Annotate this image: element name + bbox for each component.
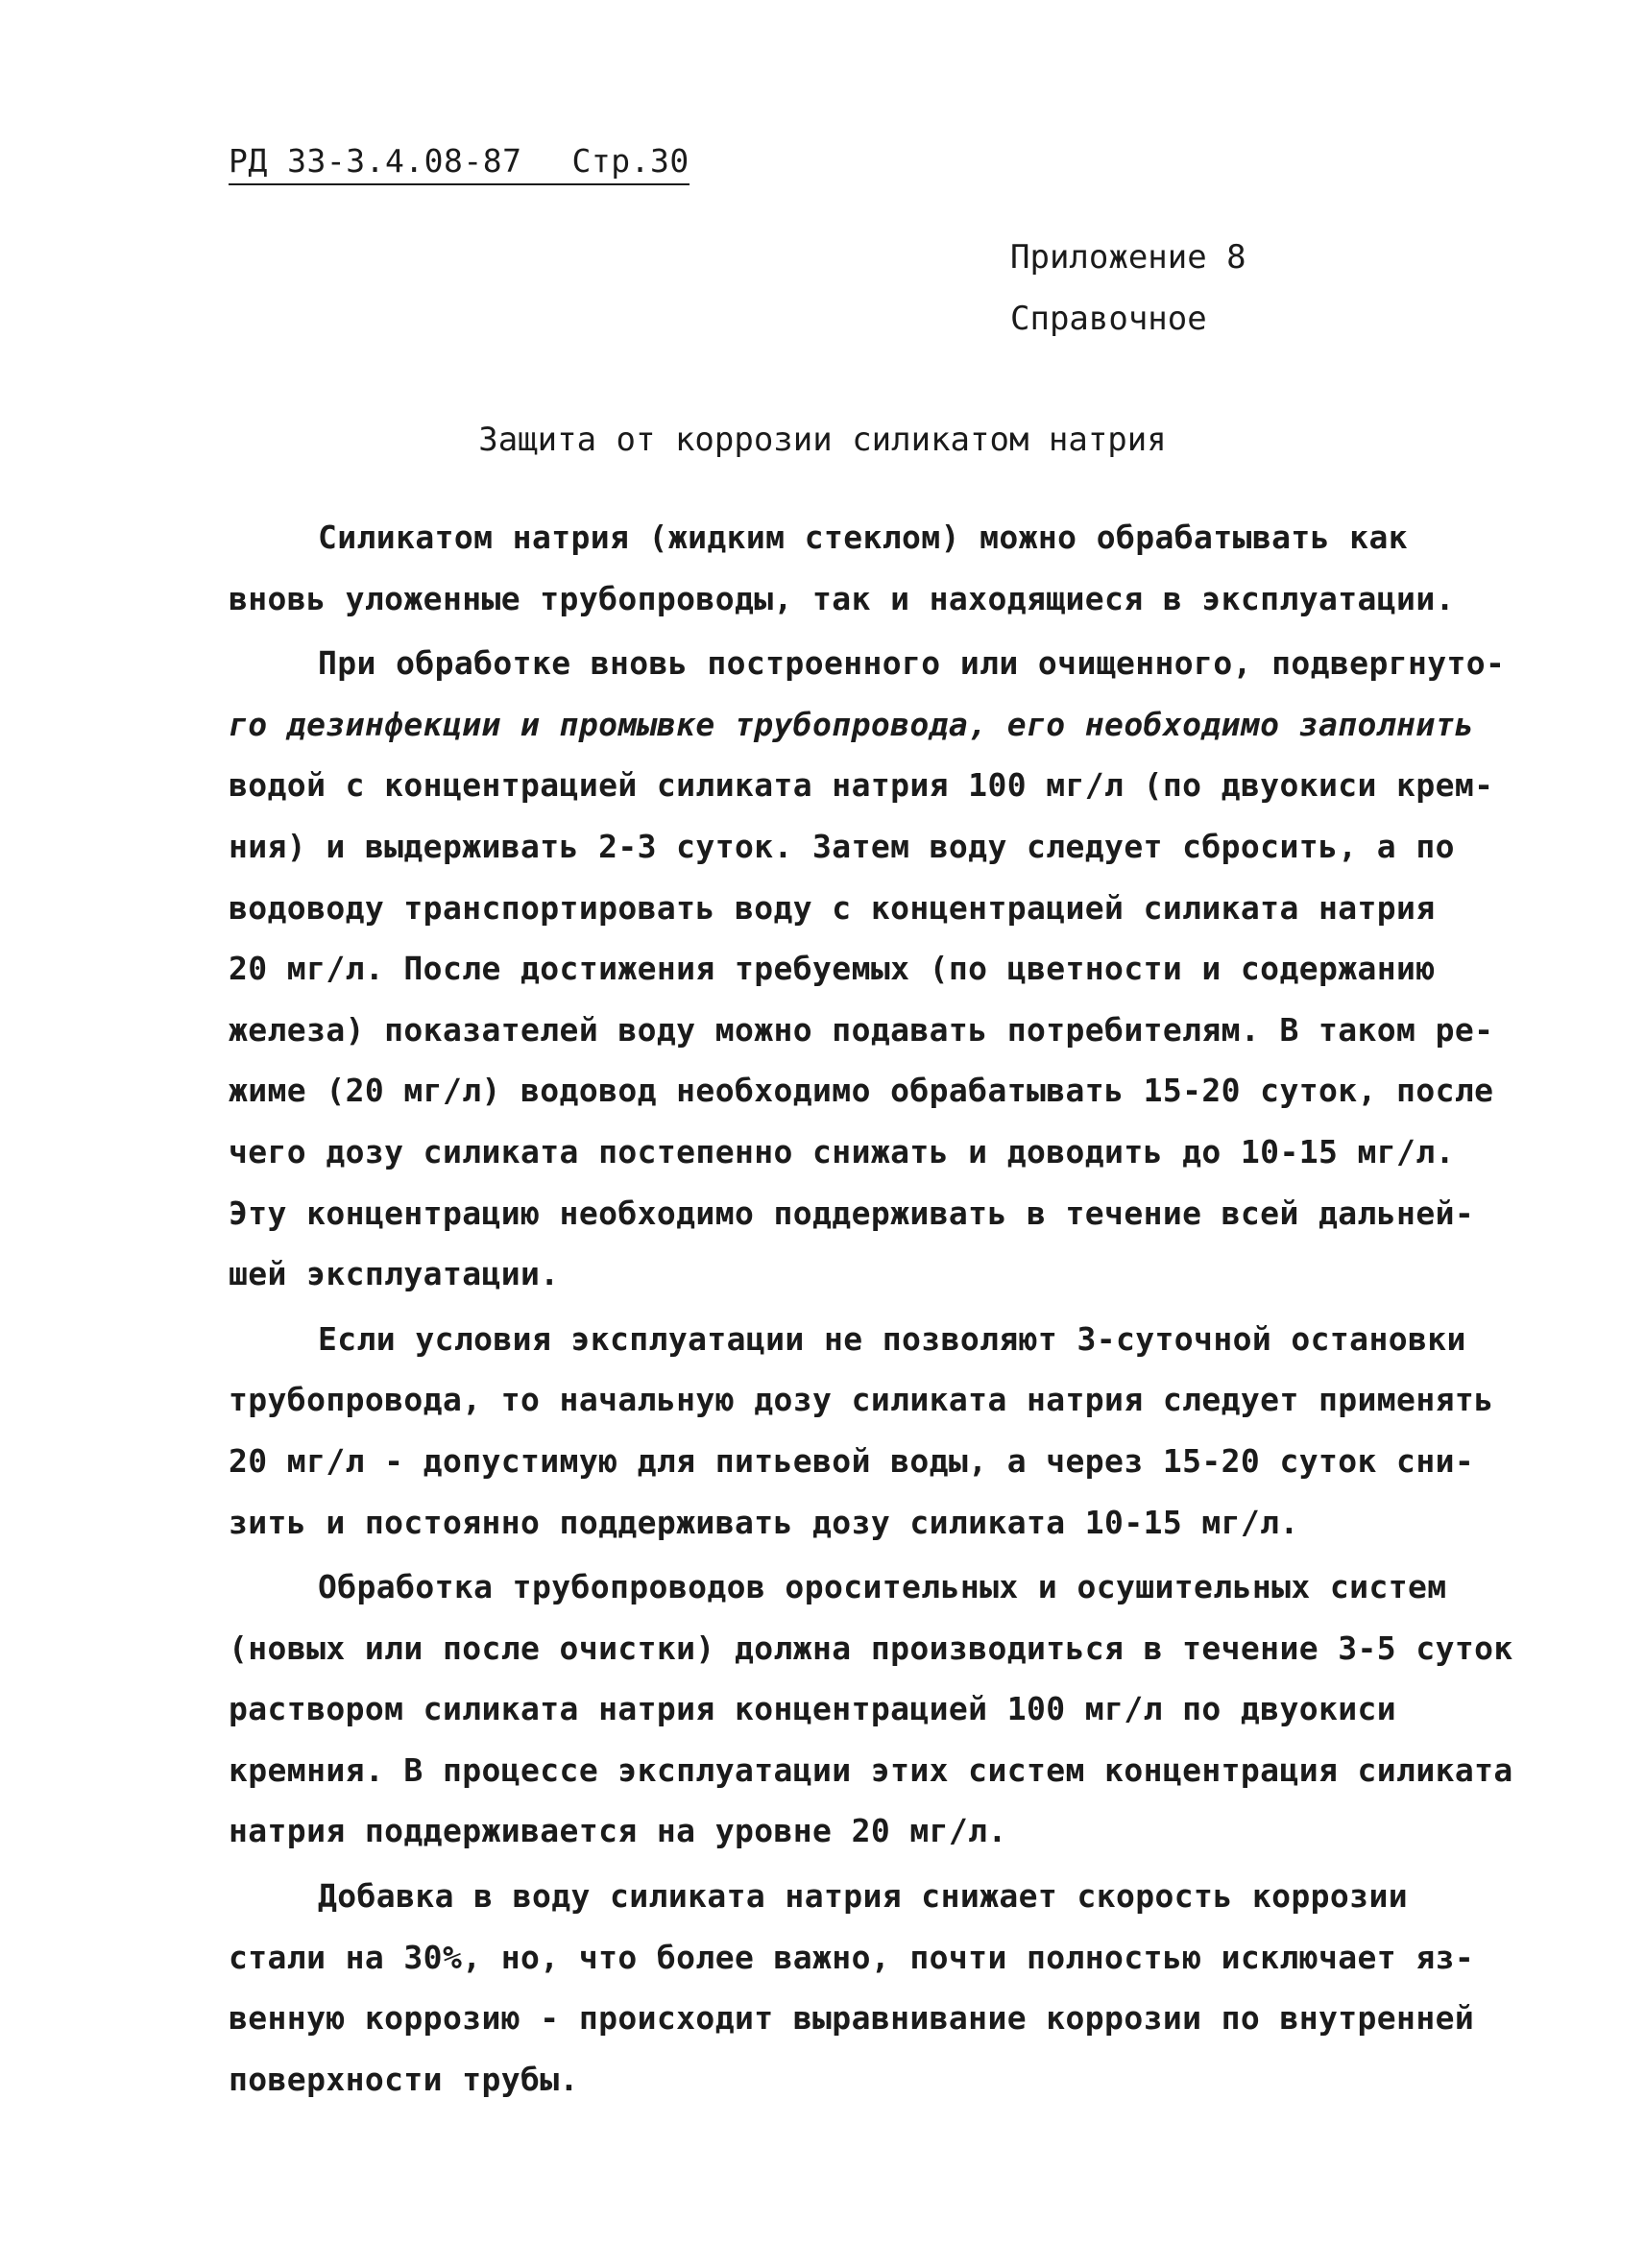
paragraph-3 [229,1309,1494,1553]
text-line: вновь уложенные трубопроводы, так и находящиеся в эксплуатации. [229,579,1455,617]
text-line: водоводу транспортировать воду с концентрацией силиката натрия [229,888,1436,927]
text-line: 20 мг/л. После достижения требуемых (по цветности и содержанию [229,950,1436,988]
body-text [229,507,1513,2113]
paragraph-5 [229,1866,1475,2110]
text-line: Если условия эксплуатации не позволяют 3-суточной остановки [318,1319,1466,1358]
page-header [229,142,689,185]
text-line: го дезинфекции и промывке трубопровода, его необходимо заполнить [229,705,1475,743]
text-line: жиме (20 мг/л) водовод необходимо обрабатывать 15-20 суток, после [229,1072,1494,1110]
text-line: Обработка трубопроводов оросительных и осушительных систем [318,1568,1447,1606]
text-line: чего дозу силиката постепенно снижать и доводить до 10-15 мг/л. [229,1132,1455,1170]
text-line: Силикатом натрия (жидким стеклом) можно обрабатывать как [318,519,1408,556]
text-line: зить и постоянно поддерживать дозу силиката 10-15 мг/л. [229,1503,1299,1541]
paragraph-4 [229,1556,1513,1862]
text-line: железа) показателей воду можно подавать потребителям. В таком ре- [229,1010,1494,1049]
text-line: венную коррозию - происходит выравнивание коррозии по внутренней [229,1999,1475,2038]
text-line: стали на 30%, но, что более важно, почти полностью исключает яз- [229,1938,1475,1976]
page-number: Стр.30 [571,142,689,180]
text-line: Добавка в воду силиката натрия снижает скорость коррозии [318,1877,1408,1916]
text-line: Эту концентрацию необходимо поддерживать в течение всей дальней- [229,1194,1475,1232]
text-line: 20 мг/л - допустимую для питьевой воды, а через 15-20 суток сни- [229,1441,1475,1480]
text-line: ния) и выдерживать 2-3 суток. Затем воду следует сбросить, а по [229,827,1455,865]
paragraph-2 [229,633,1506,1305]
document-code: РД 33-3.4.08-87 [229,142,522,180]
paragraph-1 [229,507,1467,629]
text-line: натрия поддерживается на уровне 20 мг/л. [229,1812,1007,1850]
text-line: раствором силиката натрия концентрацией 100 мг/л по двуокиси [229,1690,1397,1728]
text-line: При обработке вновь построенного или очищенного, подвергнуто- [318,644,1506,683]
text-line: кремния. В процессе эксплуатации этих систем концентрация силиката [229,1750,1513,1789]
text-line: водой с концентрацией силиката натрия 100 мг/л (по двуокиси крем- [229,766,1494,805]
text-line: трубопровода, то начальную дозу силиката натрия следует применять [229,1381,1494,1419]
text-line: поверхности трубы. [229,2060,579,2098]
appendix-type: Справочное [1010,300,1207,338]
section-title: Защита от коррозии силикатом натрия [478,421,1167,459]
appendix-number: Приложение 8 [1010,238,1246,277]
text-line: шей эксплуатации. [229,1255,560,1293]
text-line: (новых или после очистки) должна производиться в течение 3-5 суток [229,1629,1513,1667]
